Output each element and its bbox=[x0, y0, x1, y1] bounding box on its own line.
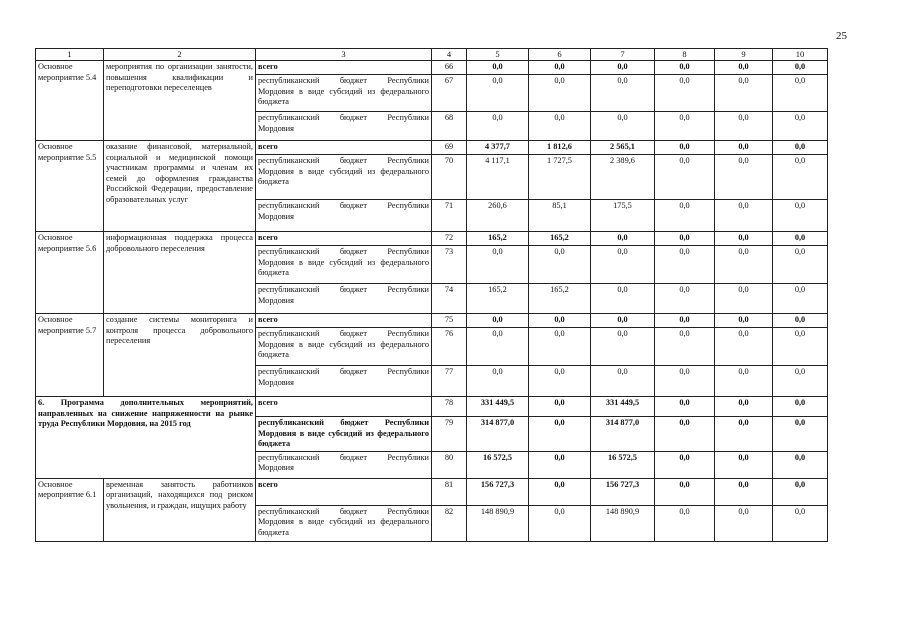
table-row bbox=[36, 61, 828, 75]
value-cell: 4 117,1 bbox=[467, 155, 529, 200]
funding-source-cell: республиканский бюджет Республики Мордовия в виде субсидий из федерального бюджета bbox=[256, 505, 432, 541]
value-cell: 0,0 bbox=[591, 75, 655, 112]
value-cell: 0,0 bbox=[655, 505, 715, 541]
header-cell: 8 bbox=[655, 49, 715, 61]
funding-source-cell: республиканский бюджет Республики Мордовия bbox=[256, 451, 432, 478]
value-cell: 0,0 bbox=[529, 75, 591, 112]
value-cell: 156 727,3 bbox=[591, 478, 655, 505]
header-cell: 2 bbox=[104, 49, 256, 61]
value-cell: 0,0 bbox=[773, 155, 828, 200]
value-cell: 4 377,7 bbox=[467, 141, 529, 155]
value-cell: 0,0 bbox=[655, 397, 715, 417]
value-cell: 1 727,5 bbox=[529, 155, 591, 200]
value-cell: 0,0 bbox=[715, 246, 773, 284]
activity-code-cell: Основное мероприятие 5.6 bbox=[36, 232, 104, 314]
value-cell: 0,0 bbox=[591, 112, 655, 141]
activity-code-cell: Основное мероприятие 6.1 bbox=[36, 478, 104, 541]
value-cell: 0,0 bbox=[529, 451, 591, 478]
value-cell: 85,1 bbox=[529, 200, 591, 232]
row-number-cell: 72 bbox=[432, 232, 467, 246]
value-cell: 165,2 bbox=[529, 284, 591, 314]
activity-code-cell: Основное мероприятие 5.5 bbox=[36, 141, 104, 232]
row-number-cell: 77 bbox=[432, 366, 467, 397]
row-number-cell: 75 bbox=[432, 314, 467, 328]
value-cell: 165,2 bbox=[467, 232, 529, 246]
row-number-cell: 73 bbox=[432, 246, 467, 284]
value-cell: 0,0 bbox=[715, 366, 773, 397]
header-cell: 1 bbox=[36, 49, 104, 61]
funding-source-cell: республиканский бюджет Республики Мордовия в виде субсидий из федерального бюджета bbox=[256, 246, 432, 284]
value-cell: 0,0 bbox=[655, 61, 715, 75]
value-cell: 0,0 bbox=[773, 417, 828, 452]
header-cell: 5 bbox=[467, 49, 529, 61]
value-cell: 0,0 bbox=[655, 246, 715, 284]
value-cell: 0,0 bbox=[655, 366, 715, 397]
row-number-cell: 71 bbox=[432, 200, 467, 232]
funding-source-cell: всего bbox=[256, 397, 432, 417]
activity-code-cell: Основное мероприятие 5.7 bbox=[36, 314, 104, 397]
value-cell: 0,0 bbox=[529, 505, 591, 541]
value-cell: 0,0 bbox=[591, 284, 655, 314]
value-cell: 0,0 bbox=[715, 451, 773, 478]
value-cell: 0,0 bbox=[773, 232, 828, 246]
page-number: 25 bbox=[836, 30, 847, 42]
value-cell: 0,0 bbox=[591, 366, 655, 397]
value-cell: 0,0 bbox=[773, 314, 828, 328]
value-cell: 0,0 bbox=[655, 112, 715, 141]
header-cell: 9 bbox=[715, 49, 773, 61]
value-cell: 0,0 bbox=[467, 328, 529, 366]
table-row bbox=[36, 232, 828, 246]
value-cell: 0,0 bbox=[529, 366, 591, 397]
row-number-cell: 79 bbox=[432, 417, 467, 452]
activity-code-cell: Основное мероприятие 5.4 bbox=[36, 61, 104, 141]
value-cell: 0,0 bbox=[655, 200, 715, 232]
value-cell: 1 812,6 bbox=[529, 141, 591, 155]
value-cell: 0,0 bbox=[467, 366, 529, 397]
row-number-cell: 81 bbox=[432, 478, 467, 505]
header-cell: 10 bbox=[773, 49, 828, 61]
funding-source-cell: всего bbox=[256, 314, 432, 328]
funding-source-cell: всего bbox=[256, 61, 432, 75]
funding-source-cell: республиканский бюджет Республики Мордовия bbox=[256, 200, 432, 232]
value-cell: 0,0 bbox=[715, 328, 773, 366]
value-cell: 331 449,5 bbox=[467, 397, 529, 417]
value-cell: 0,0 bbox=[715, 505, 773, 541]
row-number-cell: 66 bbox=[432, 61, 467, 75]
funding-source-cell: республиканский бюджет Республики Мордовия bbox=[256, 112, 432, 141]
funding-source-cell: республиканский бюджет Республики Мордовия bbox=[256, 366, 432, 397]
value-cell: 0,0 bbox=[655, 417, 715, 452]
value-cell: 0,0 bbox=[655, 155, 715, 200]
header-cell: 7 bbox=[591, 49, 655, 61]
value-cell: 156 727,3 bbox=[467, 478, 529, 505]
header-cell: 6 bbox=[529, 49, 591, 61]
value-cell: 0,0 bbox=[591, 328, 655, 366]
funding-source-cell: всего bbox=[256, 478, 432, 505]
value-cell: 0,0 bbox=[655, 141, 715, 155]
value-cell: 0,0 bbox=[773, 141, 828, 155]
header-cell: 4 bbox=[432, 49, 467, 61]
activity-title-cell: оказание финансовой, материальной, социальной и медицинской помощи участникам программы и членам их семей до оформления гражданства Российской Федерации, предоставление образовательных услуг bbox=[104, 141, 256, 232]
value-cell: 0,0 bbox=[655, 75, 715, 112]
value-cell: 0,0 bbox=[655, 451, 715, 478]
value-cell: 0,0 bbox=[467, 112, 529, 141]
table-row bbox=[36, 314, 828, 328]
value-cell: 0,0 bbox=[773, 284, 828, 314]
value-cell: 0,0 bbox=[715, 232, 773, 246]
value-cell: 0,0 bbox=[715, 284, 773, 314]
funding-source-cell: всего bbox=[256, 141, 432, 155]
value-cell: 0,0 bbox=[715, 61, 773, 75]
value-cell: 0,0 bbox=[715, 200, 773, 232]
value-cell: 16 572,5 bbox=[591, 451, 655, 478]
value-cell: 0,0 bbox=[591, 246, 655, 284]
value-cell: 0,0 bbox=[773, 75, 828, 112]
value-cell: 0,0 bbox=[773, 366, 828, 397]
value-cell: 0,0 bbox=[773, 397, 828, 417]
value-cell: 0,0 bbox=[655, 328, 715, 366]
row-number-cell: 80 bbox=[432, 451, 467, 478]
row-number-cell: 78 bbox=[432, 397, 467, 417]
activity-title-cell: мероприятия по организации занятости, повышения квалификации и переподготовки переселенцев bbox=[104, 61, 256, 141]
value-cell: 0,0 bbox=[715, 397, 773, 417]
value-cell: 175,5 bbox=[591, 200, 655, 232]
value-cell: 0,0 bbox=[773, 328, 828, 366]
value-cell: 0,0 bbox=[773, 505, 828, 541]
activity-title-cell: создание системы мониторинга и контроля процесса добровольного переселения bbox=[104, 314, 256, 397]
value-cell: 0,0 bbox=[655, 314, 715, 328]
budget-table bbox=[35, 48, 828, 542]
row-number-cell: 82 bbox=[432, 505, 467, 541]
value-cell: 0,0 bbox=[773, 451, 828, 478]
table-row bbox=[36, 397, 828, 417]
value-cell: 2 565,1 bbox=[591, 141, 655, 155]
value-cell: 331 449,5 bbox=[591, 397, 655, 417]
value-cell: 0,0 bbox=[715, 478, 773, 505]
value-cell: 0,0 bbox=[655, 478, 715, 505]
row-number-cell: 69 bbox=[432, 141, 467, 155]
value-cell: 314 877,0 bbox=[591, 417, 655, 452]
activity-title-cell: временная занятость работников организаций, находящихся под риском увольнения, и граждан, ищущих работу bbox=[104, 478, 256, 541]
value-cell: 260,6 bbox=[467, 200, 529, 232]
value-cell: 165,2 bbox=[529, 232, 591, 246]
value-cell: 0,0 bbox=[715, 112, 773, 141]
value-cell: 2 389,6 bbox=[591, 155, 655, 200]
value-cell: 0,0 bbox=[715, 314, 773, 328]
header-cell: 3 bbox=[256, 49, 432, 61]
funding-source-cell: республиканский бюджет Республики Мордовия в виде субсидий из федерального бюджета bbox=[256, 155, 432, 200]
value-cell: 0,0 bbox=[529, 112, 591, 141]
row-number-cell: 67 bbox=[432, 75, 467, 112]
table-row bbox=[36, 141, 828, 155]
value-cell: 314 877,0 bbox=[467, 417, 529, 452]
funding-source-cell: республиканский бюджет Республики Мордовия в виде субсидий из федерального бюджета bbox=[256, 75, 432, 112]
value-cell: 16 572,5 bbox=[467, 451, 529, 478]
value-cell: 0,0 bbox=[591, 61, 655, 75]
value-cell: 0,0 bbox=[715, 417, 773, 452]
value-cell: 0,0 bbox=[467, 314, 529, 328]
program-title-cell: 6. Программа дополнительных мероприятий, направленных на снижение напряженности на рынке труда Республики Мордовия, на 2015 год bbox=[36, 397, 256, 479]
value-cell: 148 890,9 bbox=[591, 505, 655, 541]
value-cell: 0,0 bbox=[529, 314, 591, 328]
value-cell: 0,0 bbox=[655, 284, 715, 314]
value-cell: 0,0 bbox=[715, 155, 773, 200]
value-cell: 0,0 bbox=[773, 200, 828, 232]
column-number-header bbox=[36, 49, 828, 61]
funding-source-cell: всего bbox=[256, 232, 432, 246]
table-row bbox=[36, 478, 828, 505]
value-cell: 0,0 bbox=[467, 75, 529, 112]
value-cell: 0,0 bbox=[773, 478, 828, 505]
funding-source-cell: республиканский бюджет Республики Мордовия в виде субсидий из федерального бюджета bbox=[256, 328, 432, 366]
value-cell: 0,0 bbox=[773, 246, 828, 284]
activity-title-cell: информационная поддержка процесса добровольного переселения bbox=[104, 232, 256, 314]
value-cell: 0,0 bbox=[529, 328, 591, 366]
funding-source-cell: республиканский бюджет Республики Мордовия bbox=[256, 284, 432, 314]
value-cell: 165,2 bbox=[467, 284, 529, 314]
value-cell: 0,0 bbox=[529, 478, 591, 505]
value-cell: 0,0 bbox=[467, 246, 529, 284]
value-cell: 148 890,9 bbox=[467, 505, 529, 541]
value-cell: 0,0 bbox=[529, 61, 591, 75]
row-number-cell: 68 bbox=[432, 112, 467, 141]
value-cell: 0,0 bbox=[591, 314, 655, 328]
value-cell: 0,0 bbox=[529, 246, 591, 284]
value-cell: 0,0 bbox=[715, 75, 773, 112]
row-number-cell: 70 bbox=[432, 155, 467, 200]
value-cell: 0,0 bbox=[715, 141, 773, 155]
value-cell: 0,0 bbox=[529, 397, 591, 417]
value-cell: 0,0 bbox=[773, 61, 828, 75]
value-cell: 0,0 bbox=[467, 61, 529, 75]
value-cell: 0,0 bbox=[529, 417, 591, 452]
value-cell: 0,0 bbox=[655, 232, 715, 246]
row-number-cell: 76 bbox=[432, 328, 467, 366]
value-cell: 0,0 bbox=[773, 112, 828, 141]
value-cell: 0,0 bbox=[591, 232, 655, 246]
funding-source-cell: республиканский бюджет Республики Мордовия в виде субсидий из федерального бюджета bbox=[256, 417, 432, 452]
row-number-cell: 74 bbox=[432, 284, 467, 314]
